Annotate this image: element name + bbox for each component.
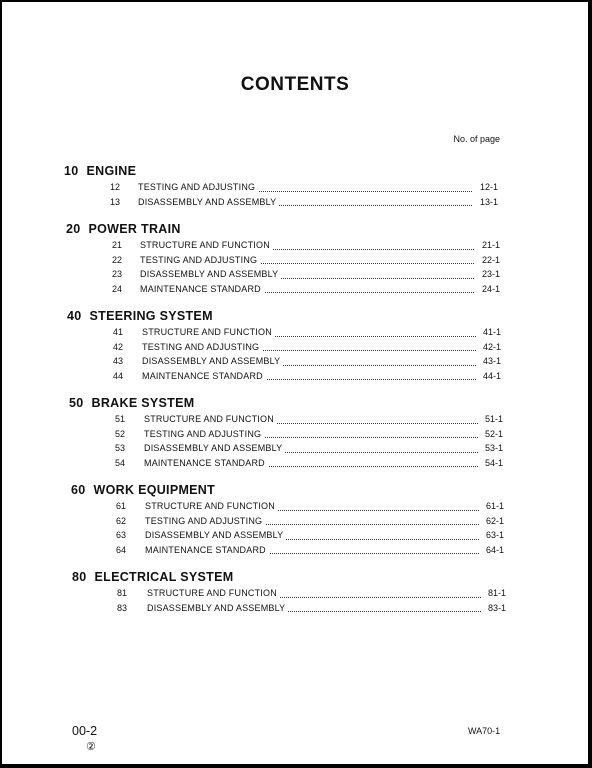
entry-title-with-leader [147,601,481,616]
entry-title: TESTING AND ADJUSTING [138,182,258,192]
toc-entry[interactable] [2,528,562,543]
entry-number: 51 [115,414,126,424]
entry-title: MAINTENANCE STANDARD [142,371,266,381]
entry-page-number: 44-1 [483,370,502,381]
entry-page-number: 62-1 [486,515,505,526]
toc-entry[interactable] [2,427,562,442]
entry-title: TESTING AND ADJUSTING [142,342,262,352]
section-heading [2,395,562,412]
toc-entry[interactable] [2,441,562,456]
entry-title: DISASSEMBLY AND ASSEMBLY [142,356,283,366]
entry-title-with-leader [145,499,479,514]
entry-title: DISASSEMBLY AND ASSEMBLY [140,269,281,279]
toc-section [2,308,562,383]
entry-number: 64 [116,544,127,555]
toc-section [2,395,562,470]
toc-entry[interactable] [2,325,562,340]
entry-number: 42 [113,341,124,352]
toc-entry[interactable] [2,354,562,369]
entry-page-number: 52-1 [485,428,504,439]
entry-title-with-leader [138,180,472,195]
toc-entry[interactable] [2,601,562,616]
entry-title-with-leader [140,253,474,268]
toc-entry[interactable] [2,267,562,282]
entry-number: 12 [110,182,121,192]
toc-entry[interactable] [2,456,562,471]
entry-number: 41 [113,327,124,337]
entry-title: STRUCTURE AND FUNCTION [147,588,280,598]
section-number: 60 [71,483,86,497]
entry-title: DISASSEMBLY AND ASSEMBLY [147,603,288,613]
toc-entry[interactable] [2,195,562,210]
entry-title: MAINTENANCE STANDARD [140,284,264,294]
entry-page-number: 24-1 [482,283,501,294]
toc-section [2,569,562,615]
entry-title: DISASSEMBLY AND ASSEMBLY [145,530,286,540]
entry-number: 52 [115,428,126,439]
entry-title-with-leader [147,586,481,601]
toc-section [2,221,562,296]
entry-number: 22 [112,254,123,265]
entry-page-number: 61-1 [486,501,505,511]
entry-title-with-leader [142,354,476,369]
entry-page-number: 63-1 [486,530,505,540]
entry-page-number: 23-1 [482,269,501,279]
section-heading [2,308,562,325]
entry-title: DISASSEMBLY AND ASSEMBLY [144,443,285,453]
entry-page-number: 12-1 [480,182,499,192]
entry-number: 62 [116,515,127,526]
entry-title-with-leader [144,412,478,427]
section-title: POWER TRAIN [88,222,181,236]
page-title: CONTENTS [240,74,350,95]
entry-title: TESTING AND ADJUSTING [144,429,264,439]
section-title: ELECTRICAL SYSTEM [94,570,234,584]
entry-title: STRUCTURE AND FUNCTION [142,327,275,337]
footer-model: WA70-1 [468,726,501,736]
toc-section [2,482,562,557]
entry-number: 13 [110,196,121,207]
entry-page-number: 21-1 [482,240,501,250]
entry-number: 63 [116,530,127,540]
entry-title: DISASSEMBLY AND ASSEMBLY [138,197,279,207]
entry-title-with-leader [140,282,474,297]
entry-title: STRUCTURE AND FUNCTION [140,240,273,250]
entry-title: MAINTENANCE STANDARD [144,458,268,468]
entry-title: TESTING AND ADJUSTING [140,255,260,265]
toc-entry[interactable] [2,514,562,529]
entry-title-with-leader [144,441,478,456]
section-heading [2,482,562,499]
entry-number: 24 [112,283,123,294]
entry-page-number: 64-1 [486,544,505,555]
entry-page-number: 83-1 [488,602,507,613]
toc-entry[interactable] [2,238,562,253]
entry-page-number: 81-1 [488,588,507,598]
entry-page-number: 43-1 [483,356,502,366]
section-title: STEERING SYSTEM [89,309,213,323]
section-title: BRAKE SYSTEM [91,396,195,410]
entry-title-with-leader [142,369,476,384]
section-heading [2,163,562,180]
entry-title-with-leader [140,267,474,282]
section-number: 20 [66,222,81,236]
entry-title: MAINTENANCE STANDARD [145,545,269,555]
entry-title: STRUCTURE AND FUNCTION [144,414,277,424]
section-heading [2,221,562,238]
section-number: 80 [72,570,87,584]
entry-number: 21 [112,240,123,250]
entry-title-with-leader [144,427,478,442]
section-number: 10 [64,164,79,178]
entry-title-with-leader [145,528,479,543]
entry-page-number: 54-1 [485,457,504,468]
entry-title-with-leader [142,325,476,340]
footer-revision-mark: ② [86,741,96,753]
entry-number: 61 [116,501,127,511]
entry-page-number: 51-1 [485,414,504,424]
toc-entry[interactable] [2,369,562,384]
entry-page-number: 53-1 [485,443,504,453]
footer-page-number: 00-2 [72,724,98,738]
entry-number: 23 [112,269,123,279]
entry-title-with-leader [138,195,472,210]
entry-title-with-leader [142,340,476,355]
section-title: ENGINE [86,164,137,178]
toc-section [2,163,562,209]
entry-title-with-leader [140,238,474,253]
toc-entry[interactable] [2,412,562,427]
entry-page-number: 22-1 [482,254,501,265]
entry-title-with-leader [144,456,478,471]
page-number-header: No. of page [453,134,500,144]
entry-title: STRUCTURE AND FUNCTION [145,501,278,511]
entry-page-number: 41-1 [483,327,502,337]
section-heading [2,569,562,586]
entry-page-number: 13-1 [480,196,499,207]
toc-entry[interactable] [2,282,562,297]
toc-entry[interactable] [2,586,562,601]
toc-entry[interactable] [2,180,562,195]
entry-number: 83 [117,602,128,613]
toc-entry[interactable] [2,340,562,355]
entry-title: TESTING AND ADJUSTING [145,516,265,526]
entry-number: 53 [115,443,126,453]
toc-entry[interactable] [2,499,562,514]
entry-number: 81 [117,588,128,598]
entry-number: 43 [113,356,124,366]
entry-page-number: 42-1 [483,341,502,352]
entry-number: 44 [113,370,124,381]
document-page [2,2,588,764]
entry-number: 54 [115,457,126,468]
entry-title-with-leader [145,543,479,558]
section-title: WORK EQUIPMENT [93,483,216,497]
toc-entry[interactable] [2,543,562,558]
section-number: 50 [69,396,84,410]
toc-entry[interactable] [2,253,562,268]
entry-title-with-leader [145,514,479,529]
section-number: 40 [67,309,82,323]
